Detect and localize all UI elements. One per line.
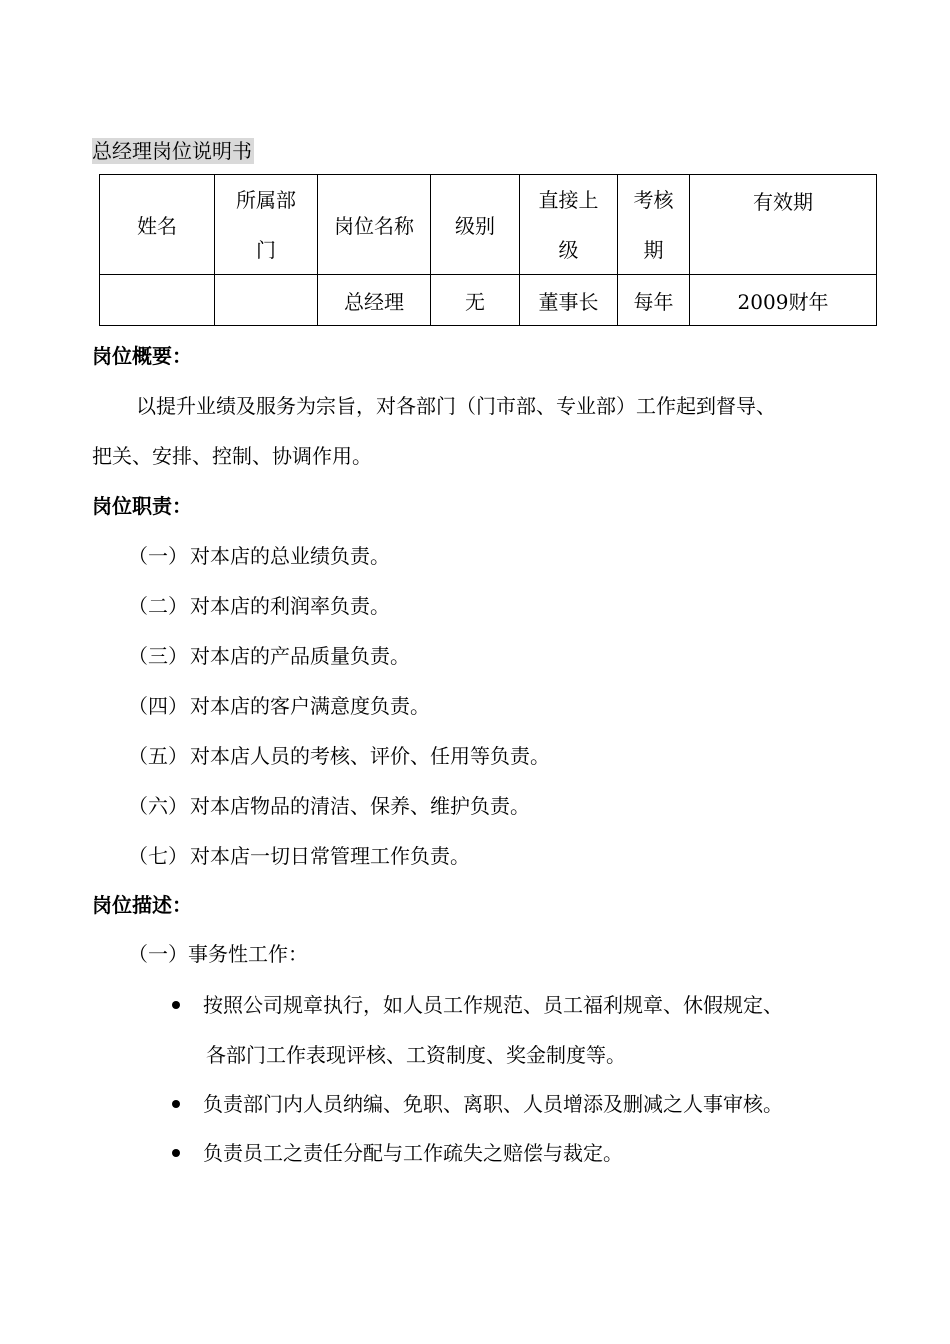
bullet-icon (172, 1100, 180, 1108)
table-header-row (100, 175, 877, 275)
cell-dept (215, 275, 318, 326)
duty-item: （七） 对本店一切日常管理工作负责。 (128, 844, 470, 868)
duty-item: （二） 对本店的利润率负责。 (128, 594, 390, 618)
duty-item: （四） 对本店的客户满意度负责。 (128, 694, 430, 718)
duty-item: （五） 对本店人员的考核、评价、任用等负责。 (128, 744, 550, 768)
cell-superior: 董事长 (520, 275, 618, 326)
header-dept: 所属部 门 (215, 175, 318, 275)
cell-level: 无 (431, 275, 520, 326)
header-name: 姓名 (100, 175, 215, 275)
cell-review-period: 每年 (618, 275, 690, 326)
bullet-item: 按照公司规章执行，如人员工作规范、员工福利规章、休假规定、 (172, 989, 783, 1018)
bullet-icon (172, 1149, 180, 1157)
cell-name (100, 275, 215, 326)
bullet-continuation: 各部门工作表现评核、工资制度、奖金制度等。 (206, 1043, 626, 1067)
description-subheading: （一）事务性工作： (128, 942, 308, 966)
header-validity: 有效期 (690, 175, 877, 275)
duty-item: （六） 对本店物品的清洁、保养、维护负责。 (128, 794, 530, 818)
bullet-item: 负责部门内人员纳编、免职、离职、人员增添及删减之人事审核。 (172, 1088, 783, 1117)
header-superior: 直接上 级 (520, 175, 618, 275)
overview-heading: 岗位概要： (92, 344, 192, 368)
header-position: 岗位名称 (318, 175, 431, 275)
duty-item: （三） 对本店的产品质量负责。 (128, 644, 410, 668)
header-level: 级别 (431, 175, 520, 275)
overview-line-2: 把关、安排、控制、协调作用。 (92, 444, 372, 468)
position-info-table (99, 174, 877, 326)
cell-validity: 2009财年 (690, 275, 877, 326)
description-heading: 岗位描述： (92, 893, 192, 917)
bullet-icon (172, 1001, 180, 1009)
bullet-item: 负责员工之责任分配与工作疏失之赔偿与裁定。 (172, 1137, 623, 1166)
overview-line-1: 以提升业绩及服务为宗旨，对各部门（门市部、专业部）工作起到督导、 (136, 394, 776, 418)
cell-position: 总经理 (318, 275, 431, 326)
duties-heading: 岗位职责： (92, 494, 192, 518)
table-row (100, 275, 877, 326)
duty-item: （一） 对本店的总业绩负责。 (128, 544, 390, 568)
document-title: 总经理岗位说明书 (92, 139, 252, 163)
header-review-period: 考核 期 (618, 175, 690, 275)
